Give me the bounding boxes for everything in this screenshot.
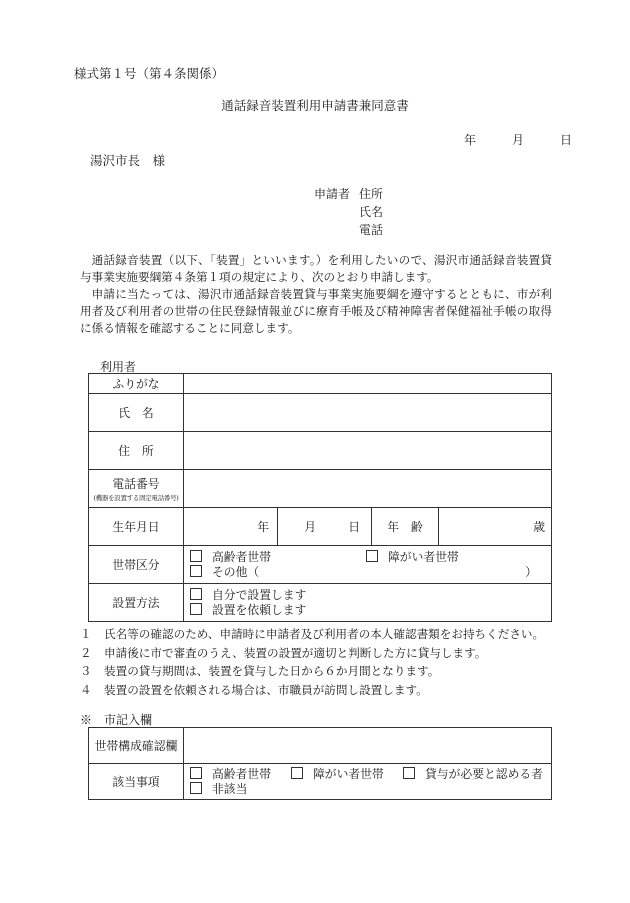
phone-note: (機器を設置する固定電話番号) (93, 494, 179, 502)
date-year: 年 (464, 133, 477, 147)
household-other-option[interactable] (190, 565, 259, 579)
install-self-option[interactable] (184, 588, 551, 603)
phone-field[interactable] (184, 470, 552, 508)
notes-list (80, 625, 544, 699)
date-month: 月 (512, 133, 525, 147)
office-use-table (88, 727, 552, 800)
install-request-option[interactable] (184, 603, 551, 618)
install-request-label: 設置を依頼します (212, 602, 307, 617)
applicant-label: 申請者 (314, 187, 351, 201)
note-text: 氏名等の確認のため、申請時に申請者及び利用者の本人確認書類をお持ちください。 (104, 627, 545, 641)
document-title: 通話録音装置利用申請書兼同意書 (221, 98, 409, 113)
name-label: 氏 名 (89, 394, 184, 432)
note-number: ３ (80, 664, 92, 678)
note-item (80, 625, 544, 644)
applicable-not-label: 非該当 (212, 781, 248, 796)
furigana-label: ふりがな (89, 374, 184, 394)
checkbox-icon[interactable] (190, 588, 202, 600)
household-disabled-option[interactable] (366, 550, 459, 564)
applicable-row-1 (184, 767, 551, 782)
household-other-close: ） (525, 564, 538, 579)
applicable-necessary-label: 貸与が必要と認める者 (425, 766, 543, 781)
birth-month-unit: 月 (304, 520, 316, 534)
applicable-disabled-option[interactable] (291, 767, 403, 782)
user-table (88, 373, 552, 622)
age-label: 年 齢 (372, 508, 439, 546)
note-number: ４ (80, 682, 92, 697)
address-field[interactable] (184, 432, 552, 470)
birth-year-field[interactable]: 年 (184, 508, 278, 546)
household-elderly-label: 高齢者世帯 (212, 549, 271, 564)
consent-paragraph-2: 申請に当たっては、湯沢市通話録音装置貸与事業実施要綱を遵守するとともに、市が利用者及び利用者の世帯の住民登録情報並びに療育手帳及び精神障害者保健福祉手帳の取得に係る情報を確認することに同意します。 (80, 287, 552, 335)
checkbox-icon[interactable] (190, 767, 202, 779)
date-day: 日 (560, 133, 573, 147)
applicable-necessary-option[interactable] (403, 767, 543, 781)
address-label: 住 所 (89, 432, 184, 470)
household-row-2 (184, 565, 551, 580)
applicant-address-label: 住所 (359, 187, 384, 201)
note-item (80, 681, 544, 700)
note-number: ２ (80, 645, 92, 660)
note-item (80, 662, 544, 681)
note-text: 装置の設置を依頼される場合は、市職員が訪問し設置します。 (104, 682, 428, 697)
applicant-phone-label: 電話 (359, 223, 384, 237)
furigana-field[interactable] (184, 374, 552, 394)
applicant-name-label: 氏名 (359, 205, 384, 219)
applicable-not-option[interactable] (184, 782, 551, 797)
checkbox-icon[interactable] (190, 603, 202, 615)
consent-paragraph-1: 通話録音装置（以下、「装置」といいます。）を利用したいので、湯沢市通話録音装置貸与事業実施要綱第４条第１項の規定により、次のとおり申請します。 (80, 253, 552, 284)
install-options (184, 584, 552, 622)
household-disabled-label: 障がい者世帯 (388, 549, 459, 564)
checkbox-icon[interactable] (291, 767, 303, 779)
household-check-field[interactable] (184, 728, 552, 764)
note-number: １ (80, 627, 92, 641)
install-self-label: 自分で設置します (212, 587, 307, 602)
checkbox-icon[interactable] (366, 550, 378, 562)
age-field[interactable]: 歳 (439, 508, 552, 546)
applicable-options (184, 764, 552, 800)
note-text: 装置の貸与期間は、装置を貸与した日から６か月間となります。 (104, 664, 440, 678)
checkbox-icon[interactable] (190, 782, 202, 794)
applicable-label: 該当事項 (89, 764, 184, 800)
household-type-label: 世帯区分 (89, 546, 184, 584)
note-text: 申請後に市で審査のうえ、装置の設置が適切と判断した方に貸与します。 (104, 645, 487, 660)
consent-text (80, 252, 552, 337)
phone-label: 電話番号 (112, 477, 160, 491)
household-elderly-option[interactable] (190, 550, 366, 565)
checkbox-icon[interactable] (403, 767, 415, 779)
user-section-label: 利用者 (100, 360, 137, 374)
household-other-label: その他（ (212, 564, 260, 579)
checkbox-icon[interactable] (190, 550, 202, 562)
office-use-label: ※ 市記入欄 (80, 713, 153, 727)
household-row-1 (184, 550, 551, 565)
checkbox-icon[interactable] (190, 565, 202, 577)
household-check-label: 世帯構成確認欄 (89, 728, 184, 764)
phone-label-cell (89, 470, 184, 508)
form-number: 様式第１号（第４条関係） (74, 66, 225, 81)
date-line (464, 131, 572, 148)
name-field[interactable] (184, 394, 552, 432)
applicable-elderly-label: 高齢者世帯 (212, 766, 271, 781)
applicable-disabled-label: 障がい者世帯 (313, 766, 384, 781)
note-item (80, 644, 544, 663)
applicable-elderly-option[interactable] (190, 767, 291, 782)
addressee: 湯沢市長 様 (90, 153, 166, 168)
birthdate-label: 生年月日 (89, 508, 184, 546)
birth-day-unit: 日 (348, 520, 360, 534)
birth-month-day-field[interactable] (278, 508, 372, 546)
install-method-label: 設置方法 (89, 584, 184, 622)
household-options (184, 546, 552, 584)
